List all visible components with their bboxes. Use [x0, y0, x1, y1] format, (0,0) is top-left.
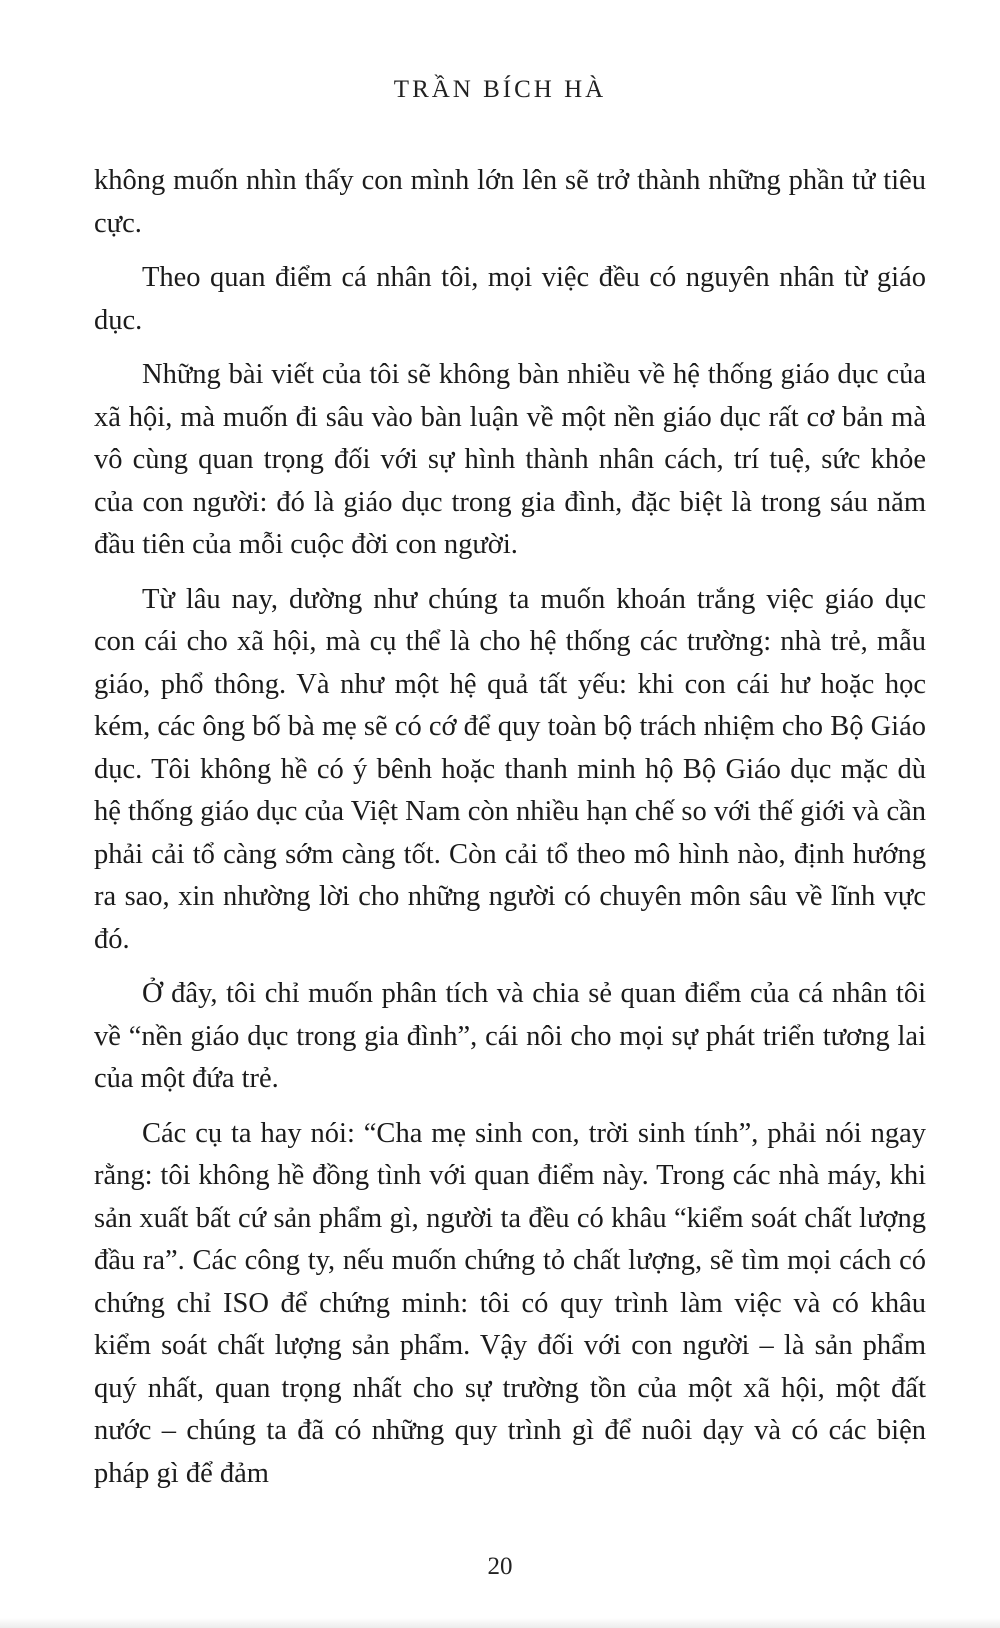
body-text [94, 160, 926, 1507]
page-bottom-edge [0, 1618, 1000, 1628]
paragraph-continued: không muốn nhìn thấy con mình lớn lên sẽ trở thành những phần tử tiêu cực. [94, 165, 926, 239]
paragraph: Ở đây, tôi chỉ muốn phân tích và chia sẻ quan điểm của cá nhân tôi về “nền giáo dục trong gia đình”, cái nôi cho mọi sự phát triển tương lai của một đứa trẻ. [94, 978, 926, 1094]
paragraph: Các cụ ta hay nói: “Cha mẹ sinh con, trời sinh tính”, phải nói ngay rằng: tôi không hề đồng tình với quan điểm này. Trong các nhà máy, khi sản xuất bất cứ sản phẩm gì, người ta đều có khâu “kiểm soát chất lượng đầu ra”. Các công ty, nếu muốn chứng tỏ chất lượng, sẽ tìm mọi cách có chứng chỉ ISO để chứng minh: tôi có quy trình làm việc và có khâu kiểm soát chất lượng sản phẩm. Vậy đối với con người – là sản phẩm quý nhất, quan trọng nhất cho sự trường tồn của một xã hội, một đất nước – chúng ta đã có những quy trình gì để nuôi dạy và có các biện pháp gì để đảm [94, 1117, 926, 1489]
paragraph: Từ lâu nay, dường như chúng ta muốn khoán trắng việc giáo dục con cái cho xã hội, mà cụ thể là cho hệ thống các trường: nhà trẻ, mẫu giáo, phổ thông. Và như một hệ quả tất yếu: khi con cái hư hoặc học kém, các ông bố bà mẹ sẽ có cớ để quy toàn bộ trách nhiệm cho Bộ Giáo dục. Tôi không hề có ý bênh hoặc thanh minh hộ Bộ Giáo dục mặc dù hệ thống giáo dục của Việt Nam còn nhiều hạn chế so với thế giới và cần phải cải tổ càng sớm càng tốt. Còn cải tổ theo mô hình nào, định hướng ra sao, xin nhường lời cho những người có chuyên môn sâu về lĩnh vực đó. [94, 583, 926, 955]
paragraph: Theo quan điểm cá nhân tôi, mọi việc đều có nguyên nhân từ giáo dục. [94, 262, 926, 336]
paragraph: Những bài viết của tôi sẽ không bàn nhiều về hệ thống giáo dục của xã hội, mà muốn đi sâu vào bàn luận về một nền giáo dục rất cơ bản mà vô cùng quan trọng đối với sự hình thành nhân cách, trí tuệ, sức khỏe của con người: đó là giáo dục trong gia đình, đặc biệt là trong sáu năm đầu tiên của mỗi cuộc đời con người. [94, 359, 926, 560]
running-header: TRẦN BÍCH HÀ [393, 76, 607, 103]
page-number: 20 [487, 1553, 513, 1580]
